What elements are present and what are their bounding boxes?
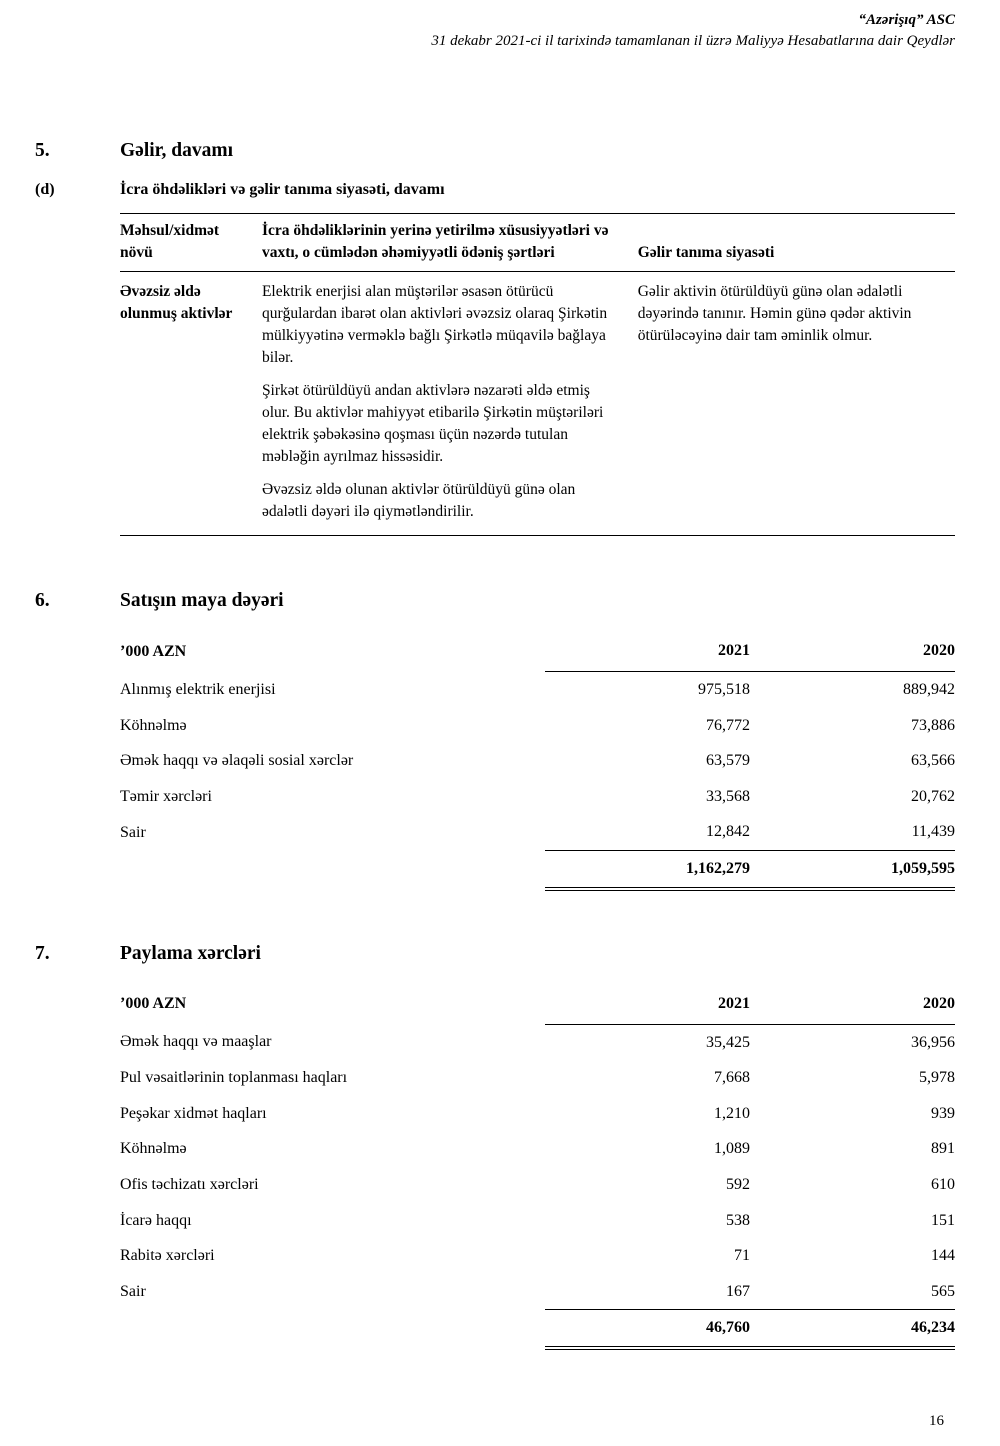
row-label: Alınmış elektrik enerjisi: [120, 680, 276, 698]
document-header: [35, 10, 955, 52]
subsection-letter: (d): [35, 181, 55, 199]
row-label: Sair: [120, 823, 146, 841]
policy-row-label: Əvəzsiz əldə olunmuş aktivlər: [120, 283, 233, 323]
table-row: [120, 1131, 955, 1167]
value-2020: 891: [931, 1140, 955, 1158]
table-row: [120, 743, 955, 779]
value-2020: 11,439: [911, 823, 955, 841]
value-2021: 7,668: [714, 1069, 750, 1087]
policy-col3-header: Gəlir tanıma siyasəti: [638, 214, 955, 272]
policy-paragraph: Əvəzsiz əldə olunan aktivlər ötürüldüyü günə olan ədalətli dəyəri ilə qiymətləndirilir.: [261, 481, 576, 521]
row-label: Peşəkar xidmət haqları: [120, 1104, 267, 1122]
row-label: Ofis təchizatı xərcləri: [120, 1175, 259, 1193]
subsection-title: İcra öhdəlikləri və gəlir tanıma siyasəti, davamı: [120, 181, 445, 199]
section-6-heading: [35, 588, 955, 613]
value-2021: 12,842: [706, 823, 750, 841]
value-2021: 1,210: [714, 1104, 750, 1122]
table-row: [120, 672, 955, 708]
policy-paragraph: Şirkət ötürüldüyü andan aktivlərə nəzarəti əldə etmiş olur. Bu aktivlər mahiyyət etibarilə Şirkətin müştəriləri elektrik şəbəkəsinə qoşması üçün nəzərdə tutulan məbləğin ayrılmaz hissəsidir.: [261, 382, 604, 466]
value-2021: 71: [734, 1247, 750, 1265]
value-2020: 63,566: [911, 752, 955, 770]
cost-of-sales-table: [120, 633, 955, 890]
policy-table-row: [120, 272, 955, 536]
company-name: “Azərişıq” ASC: [858, 12, 955, 28]
value-2020: 565: [931, 1282, 955, 1300]
total-row: [120, 851, 955, 889]
revenue-policy-table: [120, 213, 955, 536]
value-2021: 1,089: [714, 1140, 750, 1158]
policy-col2-header: İcra öhdəliklərinin yerinə yetirilmə xüsusiyyətləri və vaxtı, o cümlədən əhəmiyyətli ödəniş şərtləri: [262, 214, 638, 272]
value-2021: 63,579: [706, 752, 750, 770]
value-2020: 20,762: [911, 787, 955, 805]
section-5d-heading: [35, 180, 955, 201]
total-2021: 1,162,279: [545, 851, 750, 889]
value-2021: 167: [726, 1282, 750, 1300]
table-row: [120, 1238, 955, 1274]
value-2020: 151: [931, 1211, 955, 1229]
section-number: 6.: [35, 590, 50, 612]
section-title: Satışın maya dəyəri: [120, 590, 284, 612]
value-2021: 975,518: [698, 681, 750, 699]
document-subtitle: 31 dekabr 2021-ci il tarixində tamamlanan il üzrə Maliyyə Hesabatlarına dair Qeydlər: [431, 33, 955, 49]
section-number: 5.: [35, 140, 50, 161]
row-label: Rabitə xərcləri: [120, 1247, 215, 1265]
total-row: [120, 1310, 955, 1348]
section-7-heading: [35, 941, 955, 966]
table-row: [120, 1096, 955, 1132]
policy-paragraph: Elektrik enerjisi alan müştərilər əsasən ötürücü qurğulardan ibarət olan aktivləri əvəzsiz olaraq Şirkətin mülkiyyətinə verməklə bağlı Şirkətlə müqavilə bağlaya bilər.: [261, 283, 608, 367]
value-2020: 5,978: [919, 1069, 955, 1087]
value-2021: 76,772: [706, 716, 750, 734]
policy-col1-header: Məhsul/xidmət növü: [120, 214, 262, 272]
row-label: Pul vəsaitlərinin toplanması haqları: [120, 1069, 348, 1087]
table-row: [120, 814, 955, 850]
section-title: Gəlir, davamı: [120, 140, 234, 161]
policy-table-header-row: [120, 214, 955, 272]
table-row: [120, 779, 955, 815]
total-label-spacer: [120, 851, 545, 889]
table-row: [120, 708, 955, 744]
row-label: Təmir xərcləri: [120, 787, 212, 805]
page-number: 16: [929, 1413, 944, 1429]
section-7-distribution-expenses: [35, 941, 955, 1350]
distribution-expenses-table: [120, 986, 955, 1350]
row-label: Sair: [120, 1282, 146, 1300]
table-row: [120, 1203, 955, 1239]
total-2021: 46,760: [545, 1310, 750, 1348]
total-label-spacer: [120, 1310, 545, 1348]
value-2021: 592: [726, 1175, 750, 1193]
table-row: [120, 1167, 955, 1203]
total-2020: 46,234: [750, 1310, 955, 1348]
value-2020: 36,956: [911, 1033, 955, 1051]
value-2021: 33,568: [706, 787, 750, 805]
policy-row-obligations: [262, 272, 638, 536]
year-2021-header: 2021: [545, 633, 750, 671]
value-2020: 889,942: [903, 681, 955, 699]
table-header-row: [120, 986, 955, 1024]
value-2021: 538: [726, 1211, 750, 1229]
value-2020: 144: [931, 1247, 955, 1265]
policy-row-recognition: Gəlir aktivin ötürüldüyü günə olan ədalətli dəyərində tanınır. Həmin günə qədər aktivin ötürüləcəyinə dair tam əminlik olmur.: [637, 283, 912, 345]
section-5-revenue: [35, 138, 955, 536]
table-header-row: [120, 633, 955, 671]
table-row: [120, 1024, 955, 1060]
unit-header: ’000 AZN: [120, 995, 187, 1013]
section-5-heading: [35, 138, 955, 163]
value-2020: 939: [931, 1104, 955, 1122]
row-label: Əmək haqqı və maaşlar: [120, 1033, 272, 1051]
year-2020-header: 2020: [750, 986, 955, 1024]
section-title: Paylama xərcləri: [120, 942, 261, 964]
table-row: [120, 1060, 955, 1096]
year-2020-header: 2020: [750, 633, 955, 671]
row-label: İcarə haqqı: [120, 1211, 192, 1229]
row-label: Əmək haqqı və əlaqəli sosial xərclər: [120, 752, 354, 770]
row-label: Köhnəlmə: [120, 1140, 187, 1158]
value-2020: 73,886: [911, 716, 955, 734]
section-number: 7.: [35, 942, 50, 964]
table-row: [120, 1274, 955, 1310]
total-2020: 1,059,595: [750, 851, 955, 889]
value-2020: 610: [931, 1175, 955, 1193]
unit-header: ’000 AZN: [120, 642, 187, 660]
year-2021-header: 2021: [545, 986, 750, 1024]
section-6-cost-of-sales: [35, 588, 955, 891]
row-label: Köhnəlmə: [120, 716, 187, 734]
value-2021: 35,425: [706, 1033, 750, 1051]
